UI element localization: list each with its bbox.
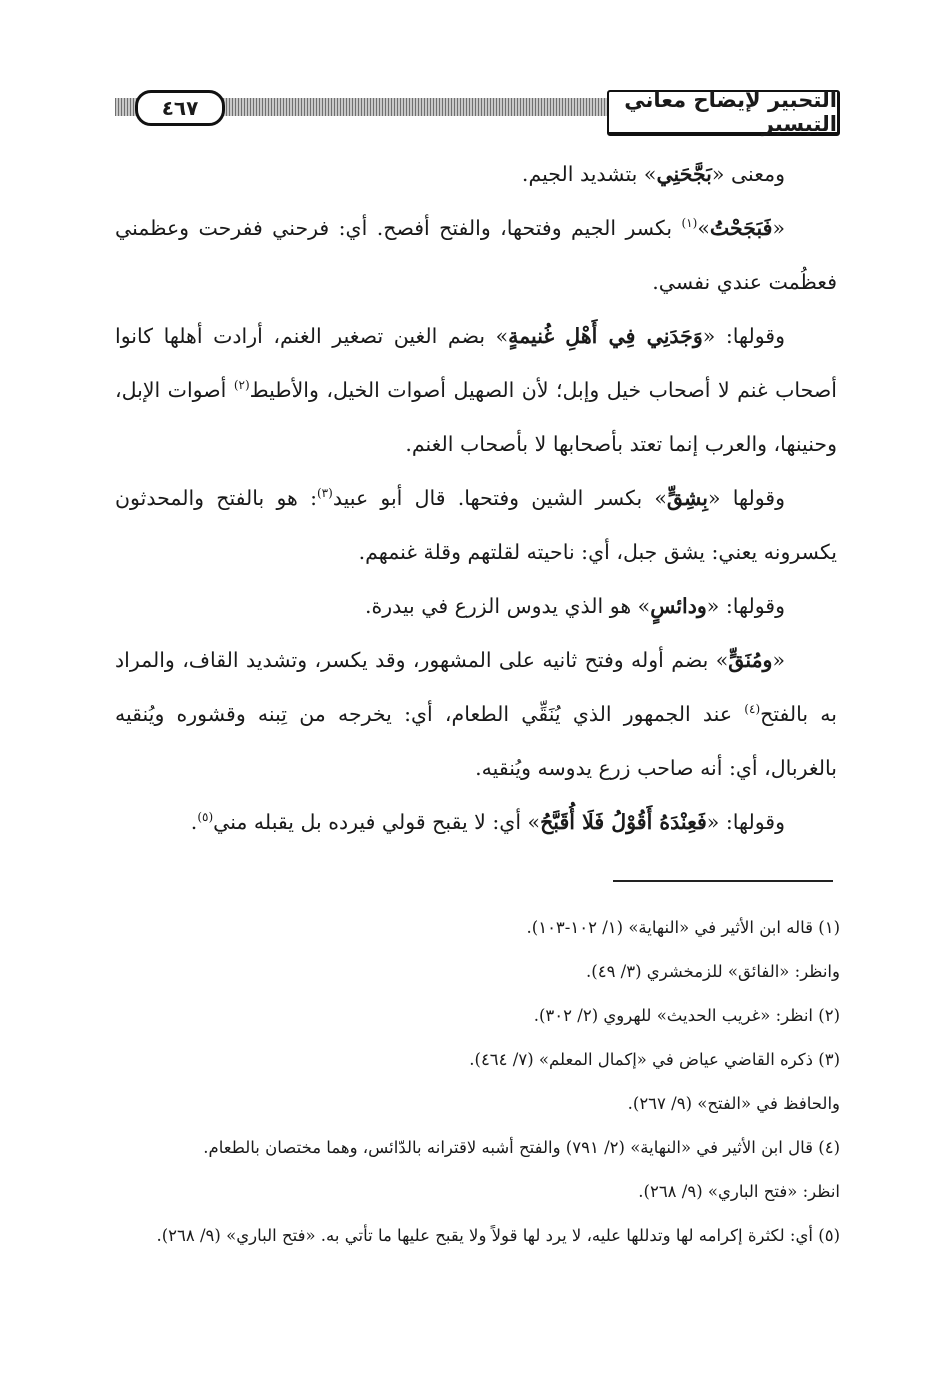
footnote: والحافظ في «الفتح» (٩/ ٢٦٧). [627, 1094, 840, 1113]
text-run: » بضم الغين تصغير الغنم، أرادت أهلها كانوا أصحاب غنم لا أصحاب خيل وإبل؛ لأن الصهيل أصوات الخيل، والأطيط [115, 324, 837, 402]
text-run: وقولها: « [706, 810, 785, 834]
footnote-separator [613, 880, 833, 882]
footnote: (١) قاله ابن الأثير في «النهاية» (١/ ١٠٢-١٠٣). [526, 918, 840, 937]
text-run: » بكسر الشين وفتحها. قال أبو عبيد [332, 486, 667, 510]
footnote: وانظر: «الفائق» للزمخشري (٣/ ٤٩). [586, 962, 840, 981]
quoted-term: فَبَجَحْتُ [709, 216, 773, 240]
footnote: انظر: «فتح الباري» (٩/ ٢٦٨). [638, 1182, 840, 1201]
text-run: وقولها: « [706, 594, 785, 618]
page-number: ٤٦٧ [135, 90, 225, 126]
footnote: (٥) أي: لكثرة إكرامه لها وتدللها عليه، لا يرد لها قولاً ولا يقبح عليها ما تأتي به. «فتح الباري» (٩/ ٢٦٨). [156, 1226, 840, 1245]
text-run: » هو الذي يدوس الزرع في بيدرة. [364, 594, 651, 618]
footnote: (٢) انظر: «غريب الحديث» للهروي (٢/ ٣٠٢). [533, 1006, 840, 1025]
footnote-marker: (٢) [233, 378, 250, 393]
quoted-term: بَجَّحَنِي [656, 162, 712, 186]
book-title-box [607, 90, 840, 136]
footnote: (٣) ذكره القاضي عياض في «إكمال المعلم» (٧/ ٤٦٤). [469, 1050, 840, 1069]
text-run: » بضم أوله وفتح ثانيه على المشهور، وقد يكسر، وتشديد القاف، والمراد به بالفتح [115, 648, 837, 726]
footnotes [115, 906, 840, 1258]
footnote-marker: (٤) [744, 702, 761, 717]
footnote-marker: (١) [681, 216, 698, 231]
text-run: عند الجمهور الذي يُنَقِّي الطعام، أي: يخرجه من تِبنه وقشوره ويُنقيه بالغربال، أي: أنه صاحب زرع يدوسه ويُنقيه. [115, 702, 837, 780]
text-run: . [190, 810, 198, 834]
text-run: « [772, 648, 785, 672]
text-run: » أي: لا يقبح قولي فيرده بل يقبله مني [213, 810, 541, 834]
text-run: ومعنى « [711, 162, 785, 186]
paragraph [115, 309, 837, 471]
text-run: : هو بالفتح والمحدثون يكسرونه يعني: يشق جبل، أي: ناحيته لقلتهم وقلة غنمهم. [115, 486, 837, 564]
quoted-term: وَجَدَنِي فِي أَهْلِ غُنيمةٍ [508, 324, 703, 348]
paragraph [115, 471, 837, 579]
footnote: (٤) قال ابن الأثير في «النهاية» (٢/ ٧٩١) والفتح أشبه لاقترانه بالدّائس، وهما مختصان بالطعام. [203, 1138, 840, 1157]
quoted-term: فَعِنْدَهُ أَقُوْلُ فَلَا أُقَبَّحُ [540, 810, 707, 834]
quoted-term: بِشِقٍّ [666, 486, 709, 510]
main-text [115, 147, 837, 849]
footnote-marker: (٥) [197, 810, 214, 825]
paragraph [115, 147, 837, 201]
text-run: وقولها: « [702, 324, 786, 348]
text-run: وقولها « [708, 486, 786, 510]
paragraph [115, 633, 837, 795]
text-run: « [772, 216, 785, 240]
paragraph [115, 201, 837, 309]
book-title: التحبير لإيضاح معاني التيسير [624, 88, 837, 136]
text-run: » [697, 216, 710, 240]
quoted-term: ودائسٍ [650, 594, 707, 618]
footnote-marker: (٣) [316, 486, 333, 501]
text-run: أصوات الإبل، وحنينها، والعرب إنما تعتد بأصحابها لا بأصحاب الغنم. [115, 378, 837, 456]
quoted-term: ومُنَقٍّ [728, 648, 773, 672]
paragraph [115, 579, 837, 633]
paragraph [115, 795, 837, 849]
running-header [115, 90, 840, 136]
text-run: » بتشديد الجيم. [521, 162, 657, 186]
text-run: بكسر الجيم وفتحها، والفتح أفصح. أي: فرحني ففرحت وعظمني فعظُمت عندي نفسي. [115, 216, 837, 294]
